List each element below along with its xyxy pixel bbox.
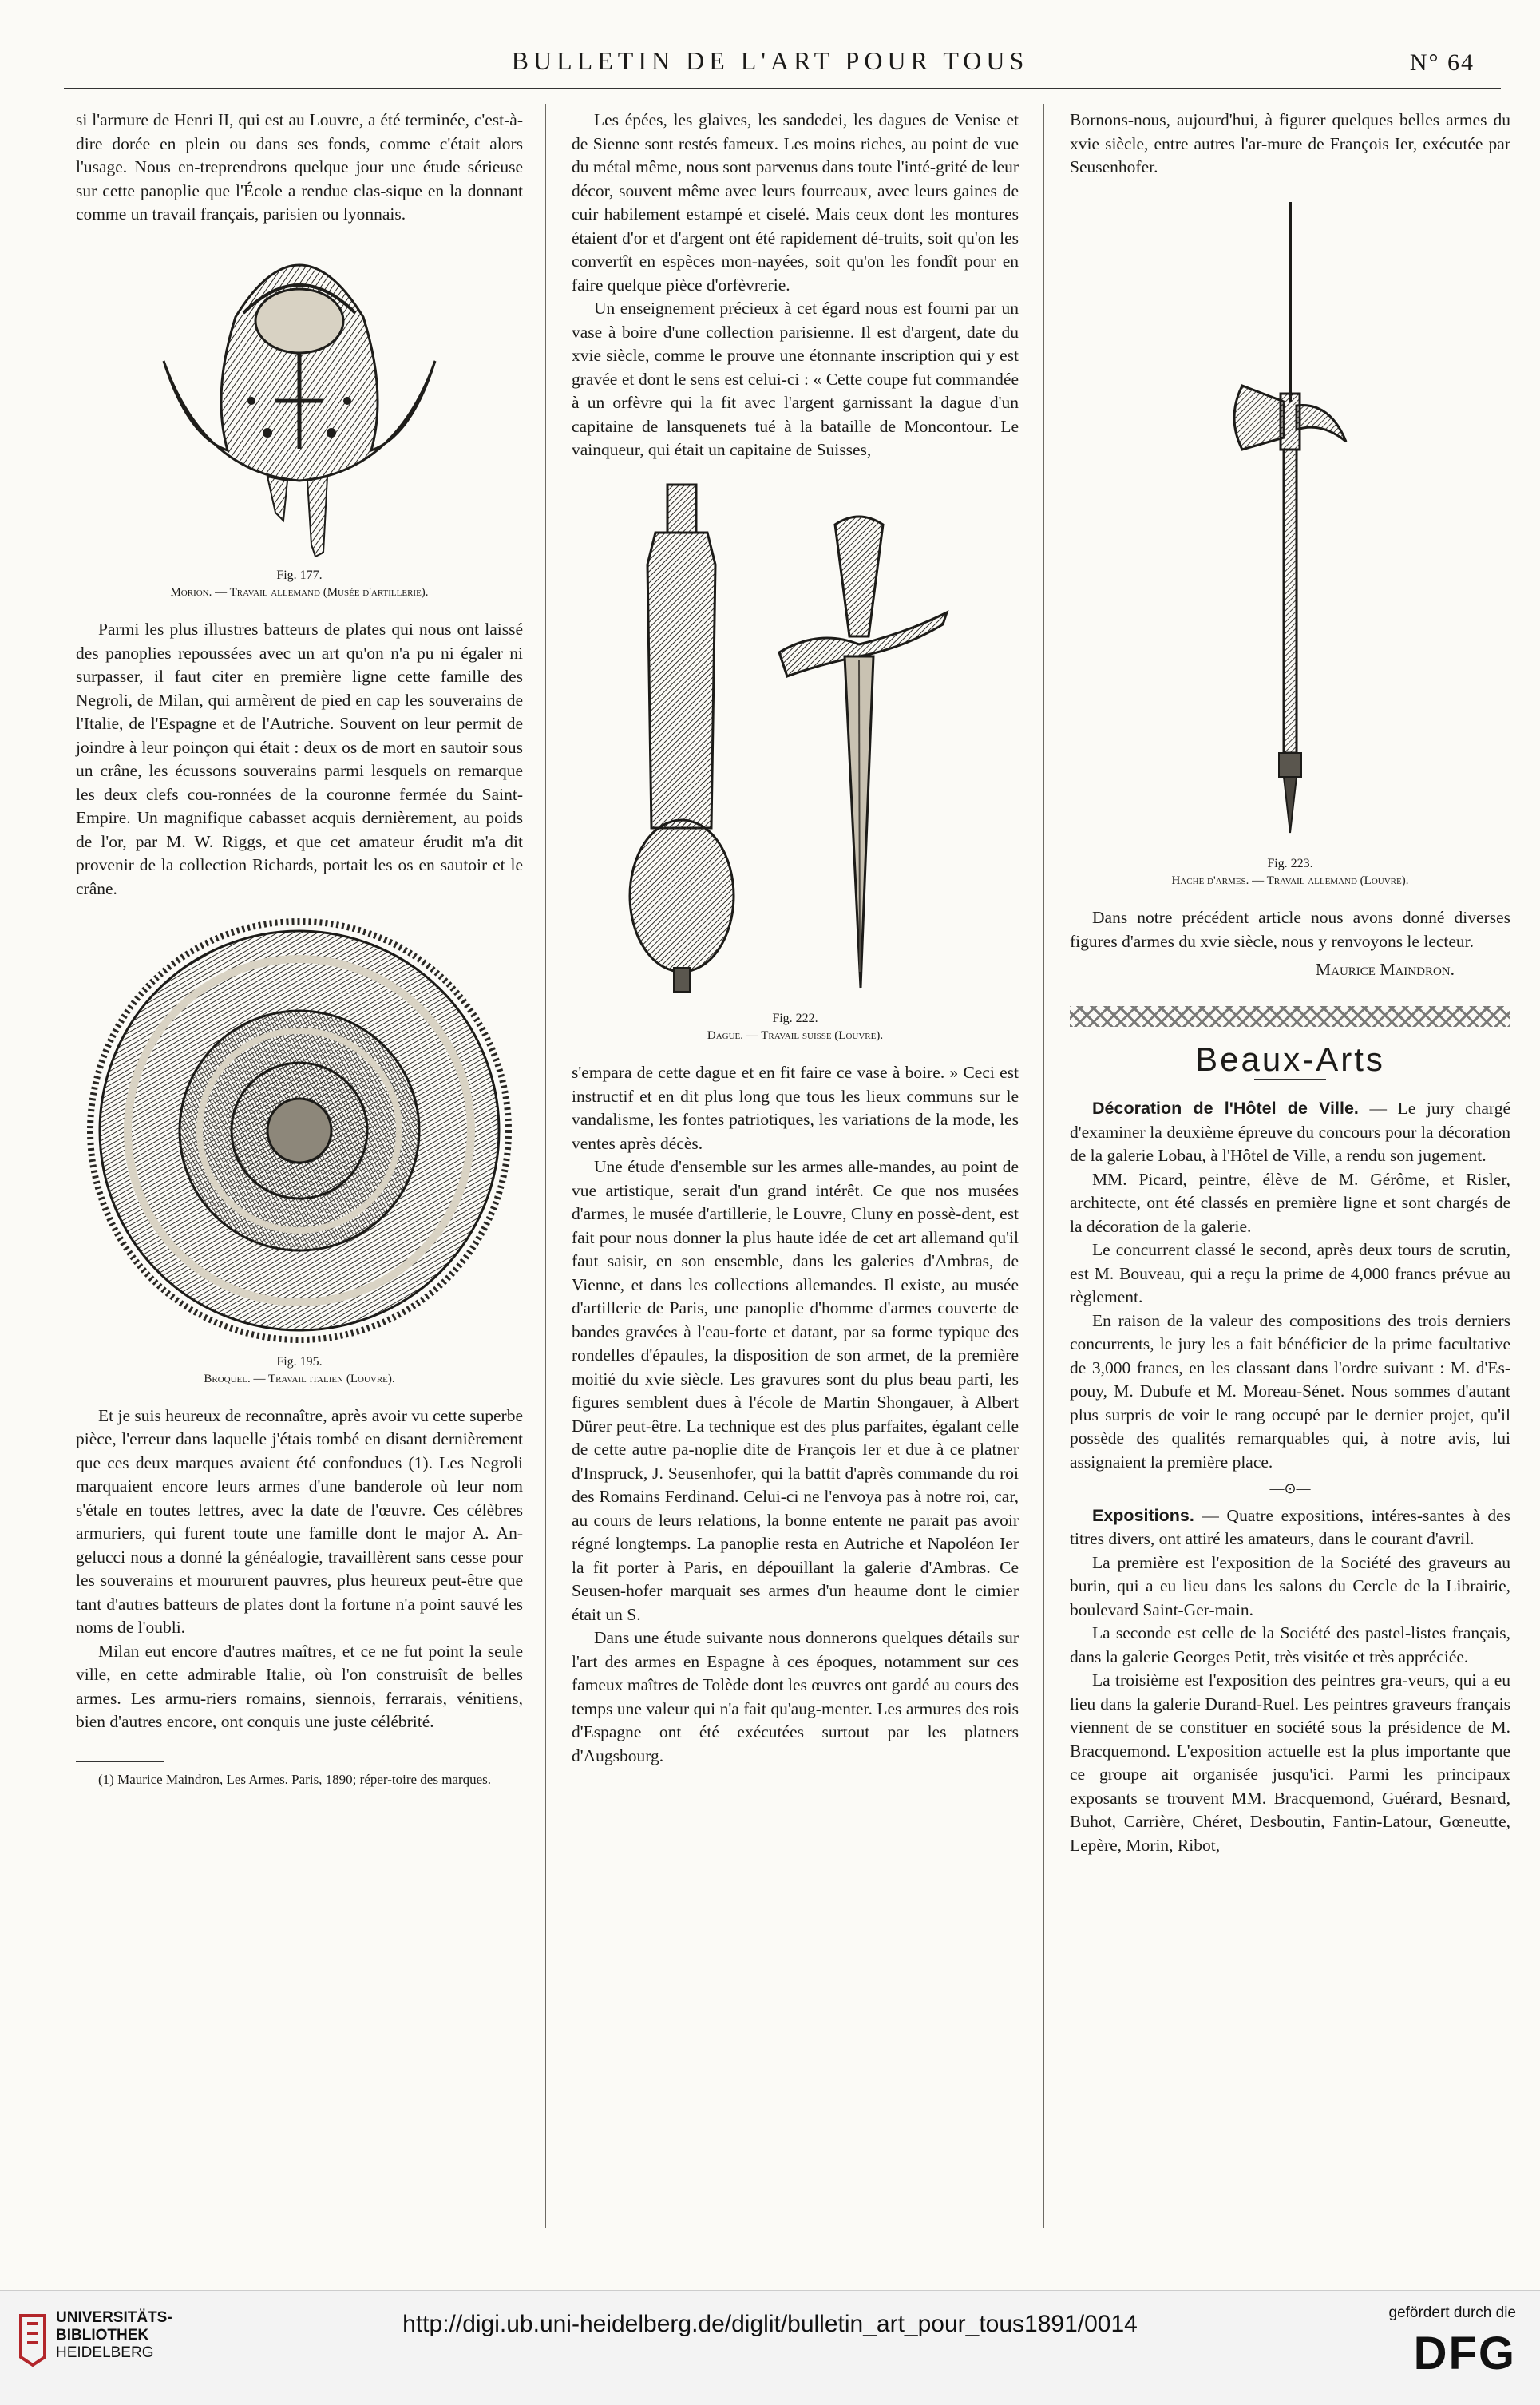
column-divider-1 (545, 104, 546, 2228)
col3-paragraph-1: Bornons-nous, aujourd'hui, à figurer quelques belles armes du xvie siècle, entre autres l'ar-mure de François Ier, exécutée par Seusenhofer. (1070, 110, 1510, 176)
decoration-paragraph-3: Le concurrent classé le second, après deux tours de scrutin, est M. Bouveau, qui a reçu la prime de 4,000 francs prévue au règlement. (1070, 1240, 1510, 1306)
col1-paragraph-1: si l'armure de Henri II, qui est au Louvre, a été terminée, c'est-à-dire dorée en plein ou dans ses fonds, comme c'était alors l'usage. Nous en-treprendrons quelque jour une étude sérieuse sur cette panoplie que l'École a rendue clas-sique en la donnant comme un travail français, parisien ou lyonnais. (76, 110, 523, 224)
expositions-paragraph-2: La première est l'exposition de la Société des graveurs au burin, qui a eu lieu dans les salons du Cercle de la Librairie, boulevard Saint-Ger-main. (1070, 1552, 1510, 1619)
digital-library-url-link[interactable]: http://digi.ub.uni-heidelberg.de/diglit/bulletin_art_pour_tous1891/0014 (402, 2311, 1138, 2337)
page-number: N° 64 (1409, 50, 1475, 76)
uni-line-1: UNIVERSITÄTS- (56, 2309, 172, 2326)
section-title: Beaux-Arts (1195, 1040, 1385, 1078)
morion-helmet-illustration (148, 241, 451, 561)
subhead-decoration-hotel-de-ville: Décoration de l'Hôtel de Ville. (1092, 1099, 1359, 1118)
battle-axe-illustration (1210, 194, 1370, 849)
decoration-intro-text: — Le jury chargé d'examiner la deuxième épreuve du concours pour la décoration de la galerie Lobau, à l'Hôtel de Ville, a rendu son jugement. (1070, 1099, 1510, 1165)
header-rule (64, 88, 1501, 89)
fig-222-caption: Dague. — Travail suisse (Louvre). (707, 1029, 884, 1042)
dfg-logo: DFG (1413, 2328, 1516, 2379)
col3-paragraph-2: Dans notre précédent article nous avons donné diverses figures d'armes du xvie siècle, nous y renvoyons le lecteur. (1070, 908, 1510, 951)
fig-195-caption: Broquel. — Travail italien (Louvre). (204, 1372, 395, 1385)
col1-paragraph-3: Et je suis heureux de reconnaître, après avoir vu cette superbe pièce, l'erreur dans laquelle j'étais tombé en disant dernièrement que ces deux marques avaient été confondues (1). Les Negroli marquaient encore leurs armes d'une banderole où leur nom s'étale en toutes lettres, avec la date de l'œuvre. Ces célèbres armuriers, qui furent toute une famille dont le major A. An-gelucci nous a donné la généalogie, travaillèrent sans cesse pour les souverains et moururent pauvres, plus heureux peut-être que tant d'autres batteurs de plates dont la fortune n'a point sauvé les noms de l'oubli. (76, 1405, 523, 1637)
column-3 (1070, 109, 1510, 1857)
col2-paragraph-5: Dans une étude suivante nous donnerons quelques détails sur l'art des armes en Espagne à ces époques, notamment sur ces fameux maîtres de Tolède dont les œuvres ont gardé au cours des temps une valeur qui n'a fait qu'aug-menter. Les armures des rois d'Espagne ont été exécutées surtout par les platners d'Augsbourg. (572, 1628, 1019, 1765)
morion-figure (76, 241, 523, 601)
col2-paragraph-1: Les épées, les glaives, les sandedei, les dagues de Venise et de Sienne sont restés fameux. Les moins riches, au point de vue du métal même, nous sont parvenus dans toute l'inté-grité de leur décor, souvent même avec leurs fourreaux, avec leurs gaines de cuir habilement estampé et ciselé. Mais ceux dont les montures étaient d'or et d'argent ont été rapidement dé-truits, soit qu'on les convertît en espèces mon-nayées, soit qu'on les fondît pour en faire quelque pièce d'orfèvrerie. (572, 110, 1019, 295)
uni-line-2: BIBLIOTHEK (56, 2327, 149, 2344)
decoration-paragraph-4: En raison de la valeur des compositions des trois derniers concurrents, le jury les a fait bénéficier de la prime facultative de 3,000 francs, en les classant dans l'ordre suivant : M. d'Es-pouy, M. Dubufe et M. Moreau-Sénet. Nous sommes d'autant plus surpris de voir le rang occupé par le dernier projet, qu'il possède des qualités remarquables qui, à notre avis, lui assignaient la première place. (1070, 1310, 1510, 1472)
dague-figure (572, 477, 1019, 1044)
column-1 (76, 109, 523, 1789)
subhead-expositions: Expositions. (1092, 1505, 1194, 1525)
fig-177-caption: Morion. — Travail allemand (Musée d'artillerie). (170, 586, 429, 599)
author-signature: Maurice Maindron. (1316, 960, 1455, 979)
uni-line-3: HEIDELBERG (56, 2344, 154, 2361)
section-title-rule (1254, 1079, 1326, 1080)
small-separator: —⊙— (1269, 1480, 1311, 1496)
col1-paragraph-4: Milan eut encore d'autres maîtres, et ce ne fut point la seule ville, en cette admirable Italie, où l'on construisît de belles armes. Les armu-riers romains, siennois, ferrarais, vénitiens, bien d'autres encore, ont conquis une juste célébrité. (76, 1641, 523, 1731)
page-header-title: BULLETIN DE L'ART POUR TOUS (511, 46, 1029, 75)
fig-223-number: Fig. 223. (1267, 857, 1313, 870)
fig-195-number: Fig. 195. (276, 1354, 323, 1369)
footnote: (1) Maurice Maindron, Les Armes. Paris, 1890; réper-toire des marques. (98, 1771, 492, 1787)
column-divider-2 (1043, 104, 1044, 2228)
expositions-intro-text: — Quatre expositions, intéres-santes à des titres divers, ont attiré les amateurs, dans le courant d'avril. (1070, 1505, 1510, 1548)
expositions-paragraph-4: La troisième est l'exposition des peintres gra-veurs, qui a eu lieu dans la galerie Durand-Ruel. Les peintres graveurs français viennent de se constituer en société sous la présidence de M. Bracquemond. L'exposition actuelle est la plus importante que ce groupe ait organisée jusqu'ici. Parmi les principaux exposants se trouvent MM. Bracquemond, Guérard, Besnard, Buhot, Carrière, Chéret, Desboutin, Fantin-Latour, Gœneutte, Lepère, Morin, Ribot, (1070, 1670, 1510, 1855)
col1-paragraph-2: Parmi les plus illustres batteurs de plates qui nous ont laissé des panoplies repoussées avec un art qu'on n'a pu ni égaler ni surpasser, il faut citer en première ligne cette famille des Negroli, de Milan, qui armèrent de pied en cap les souverains de l'Italie, de l'Espagne et de l'Autriche. Souvent on leur permit de joindre à leur poinçon qui était : deux os de mort en sautoir sous un crâne, les écussons souverains parmi lesquels on remarque les deux clefs cou-ronnées de la couronne fermée du Saint-Empire. Un magnifique cabasset acquis dernièrement, au poids de l'or, par M. W. Riggs, et que cet amateur érudit m'a dit provenir de la collection Richards, portait les os en sautoir et le crâne. (76, 620, 523, 898)
fig-222-number: Fig. 222. (772, 1012, 818, 1025)
fig-177-number: Fig. 177. (276, 569, 323, 582)
decoration-paragraph-2: MM. Picard, peintre, élève de M. Gérôme, et Risler, architecte, ont été classés en première ligne et sont chargés de la décoration de la galerie. (1070, 1169, 1510, 1236)
hache-figure (1070, 194, 1510, 889)
dagger-and-sheath-illustration (580, 477, 1011, 1004)
col2-paragraph-4: Une étude d'ensemble sur les armes alle-mandes, au point de vue artistique, serait d'un grand intérêt. Ce que nos musées d'armes, le musée d'artillerie, le Louvre, Cluny en possè-dent, est fait pour nous donner la plus haute idée de cet art allemand qu'il faut saisir, en son ensemble, dans les galeries d'Ambras, de Vienne, et dans les collections allemandes. Il existe, au musée d'artillerie de Paris, une panoplie d'homme d'armes couverte de bandes gravées à l'eau-forte et datant, par sa forme typique des rondelles d'épaules, la disposition de son armet, de la première moitié du xvie siècle. Les gravures sont du plus beau parti, les figures semblent dues à l'école de Martin Shongauer, à Albert Dürer peut-être. La technique est des plus parfaites, égalant celle de cette autre pa-noplie dite de François Ier et due à ce platner d'Inspruck, J. Seusenhofer, qui la battit d'après commande du roi des Romains Ferdinand. Celui-ci ne l'envoya pas à notre roi, car, au cours de leurs relations, la bonne entente ne parait pas avoir régné longtemps. La panoplie resta en Autriche et Napoléon Ier la fit porter à Paris, en dépouillant la galerie d'Ambras. Ce Seusen-hofer marquait ses armes d'un heaume dont le cimier était un S. (572, 1157, 1019, 1624)
broquel-shield-illustration (84, 915, 515, 1346)
col2-paragraph-2: Un enseignement précieux à cet égard nous est fourni par un vase à boire d'une collection parisienne. Il est d'argent, date du xvie siècle, comme le prouve une étonnante inscription qui y est gravée et dont le sens est celui-ci : « Cette coupe fut commandée à un orfèvre qui la fit avec l'argent garnissant la dague d'un capitaine de lansquenets tué à la bataille de Moncontour. Le vainqueur, qui était un capitaine de Suisses, (572, 299, 1019, 459)
fig-223-caption: Hache d'armes. — Travail allemand (Louvre). (1171, 874, 1409, 887)
col2-paragraph-3: s'empara de cette dague et en fit faire ce vase à boire. » Ceci est instructif et en dit plus long que tous les lieux communs sur le vandalisme, les fontes patriotiques, les variations de la mode, les ventes après décès. (572, 1063, 1019, 1153)
expositions-paragraph-3: La seconde est celle de la Société des pastel-listes français, dans la galerie Georges Petit, très visitée et très appréciée. (1070, 1623, 1510, 1666)
footer-bar (0, 2290, 1540, 2405)
column-2 (572, 109, 1019, 1768)
funded-by-text: gefördert durch die (1388, 2304, 1516, 2321)
broquel-figure (76, 915, 523, 1387)
footnote-rule (76, 1761, 164, 1762)
ornamental-divider (1070, 1006, 1510, 1027)
